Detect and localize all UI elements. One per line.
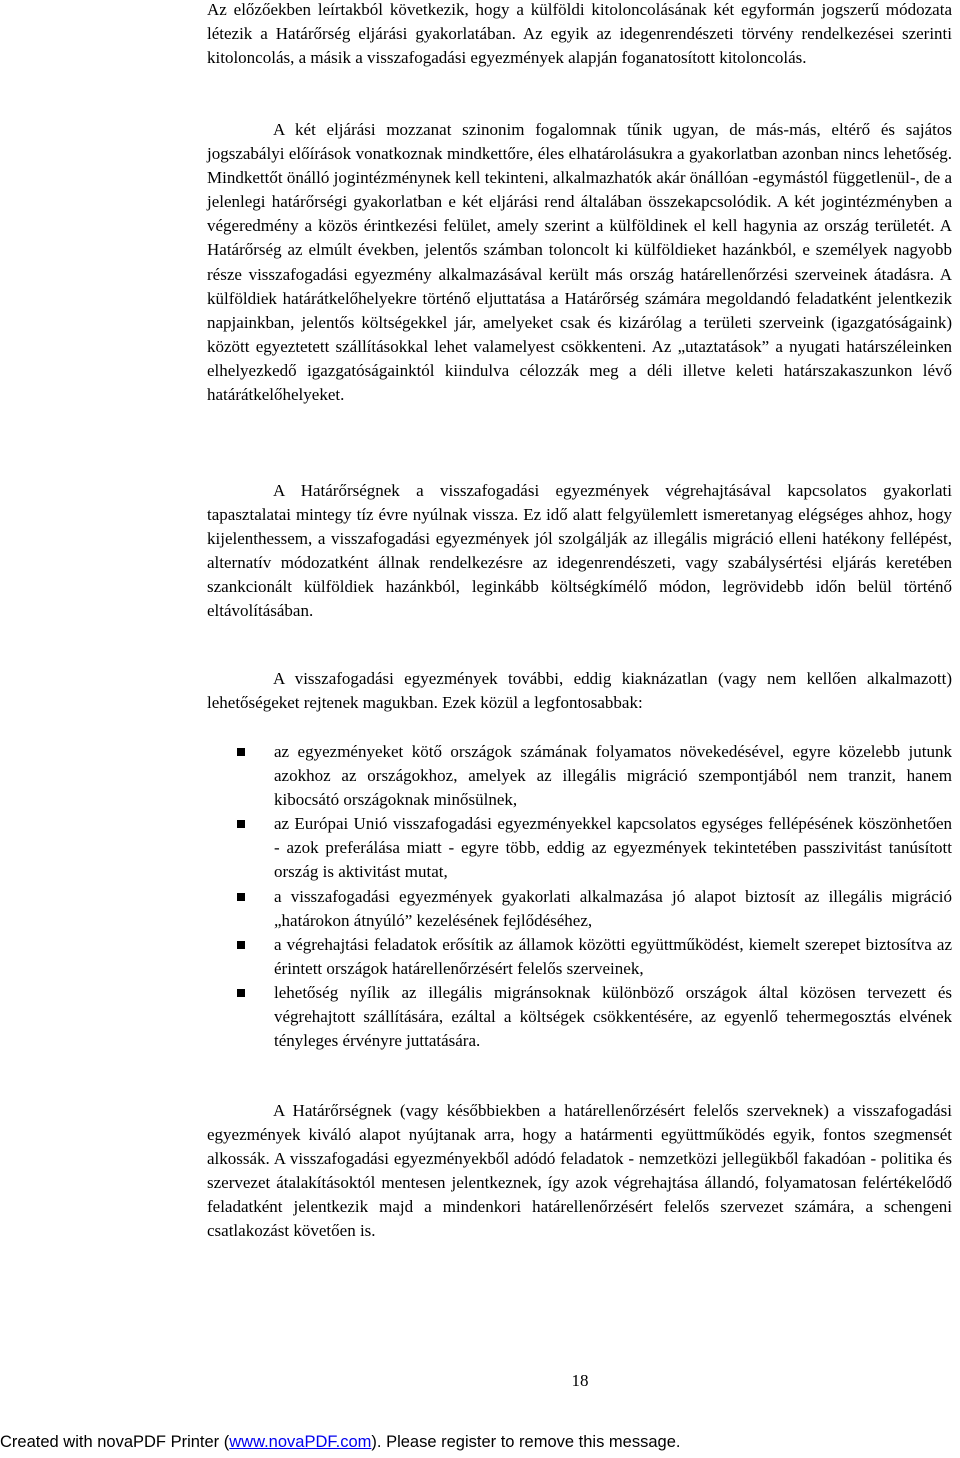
list-item-text: az egyezményeket kötő országok számának folyamatos növekedésével, egyre közelebb jutunk azokhoz az országokhoz, amelyek az illegális migráció szempontjából nem tranzit, hanem kibocsátó országoknak minősülnek, <box>274 742 952 810</box>
list-item-text: az Európai Unió visszafogadási egyezményekkel kapcsolatos egységes fellépésének köszönhetően - azok preferálása miatt - egyre több, eddig az egyezmények tekintetében passzivitást tanúsított ország is aktivitást mutat, <box>274 814 952 882</box>
list-item <box>207 740 952 812</box>
bullet-list <box>207 740 952 1053</box>
paragraph: Az előzőekben leírtakból következik, hogy a külföldi kitoloncolásának két egyformán jogszerű módozata létezik a Határőrség eljárási gyakorlatában. Az egyik az idegenrendészeti törvény rendelkezései szerinti kitoloncolás, a másik a visszafogadási egyezmények alapján foganatosított kitoloncolás. <box>207 0 952 68</box>
footer-suffix: ). Please register to remove this message. <box>371 1433 681 1451</box>
list-item <box>207 885 952 933</box>
square-bullet-icon <box>237 820 245 828</box>
list-item-text: a visszafogadási egyezmények gyakorlati alkalmazása jó alapot biztosít az illegális migráció „határokon átnyúló” kezelésének fejlődéséhez, <box>274 886 952 930</box>
list-item <box>207 933 952 981</box>
square-bullet-icon <box>237 748 245 756</box>
paragraph: A Határőrségnek (vagy későbbiekben a határellenőrzésért felelős szerveknek) a visszafogadási egyezmények kiváló alapot nyújtanak arra, hogy a határmenti együttműködés egyik, fontos szegmensét alkossák. A visszafogadási egyezményekből adódó feladatok - nemzetközi jellegükből fakadóan - politika és szervezet átalakításoktól mentesen jelentkeznek, így azok végrehajtása állandó, folyamatosan felértékelődő feladatként jelentkezik majd a mindenkori határellenőrzésért felelős szervezet számára, a schengeni csatlakozást követően is. <box>207 1101 952 1241</box>
paragraph: A két eljárási mozzanat szinonim fogalomnak tűnik ugyan, de más-más, eltérő és sajátos jogszabályi előírások vonatkoznak mindkettőre, éles elhatárolásukra a gyakorlatban azonban nincs lehetőség. Mindkettőt önálló jogintézménynek kell tekinteni, alkalmazhatók akár önállóan -egymástól függetlenül-, de a jelenlegi határőrségi gyakorlatban e két eljárási rend általában összekapcsolódik. A két jogintézményben a végeredmény a közös érintkezési felület, amely szerint a külföldinek el kell hagynia az ország területét. A Határőrség az elmúlt években, jelentős számban toloncolt ki külföldieket hazánkból, e személyek nagyobb része visszafogadási egyezmény alkalmazásával került más ország határellenőrzési szerveinek átadásra. A külföldiek határátkelőhelyekre történő eljuttatása a Határőrség számára megoldandó feladatként jelentkezik napjainkban, jelentős költségekkel jár, amelyeket csak és kizárólag a területi szerveink (igazgatóságaink) között egyeztetett szállításokkal lehet valamelyest csökkenteni. Az „utaztatások” a nyugati határszéleinken elhelyezkedő igazgatóságainktól kiindulva célozzák meg a déli illetve keleti határszakaszunkon lévő határátkelőhelyeket. <box>207 120 952 405</box>
paragraph: A visszafogadási egyezmények további, eddig kiaknázatlan (vagy nem kellően alkalmazott) lehetőségeket rejtenek magukban. Ezek közül a legfontosabbak: <box>207 669 952 713</box>
footer-prefix: Created with novaPDF Printer ( <box>0 1433 230 1451</box>
paragraph: A Határőrségnek a visszafogadási egyezmények végrehajtásával kapcsolatos gyakorlati tapasztalatai mintegy tíz évre nyúlnak vissza. Ez idő alatt felgyülemlett ismeretanyag elégséges ahhoz, hogy kijelenthessem, a visszafogadási egyezmények jól szolgálják az illegális migráció elleni hatékony fellépést, alternatív módozatként állnak rendelkezésre az idegenrendészeti, vagy szabálysértési eljárás keretében szankcionált külföldiek hazánkból, leginkább költségkímélő módon, legrövidebb időn belül történő eltávolításában. <box>207 481 952 621</box>
list-item <box>207 812 952 884</box>
watermark-footer <box>0 1432 960 1452</box>
list-item-text: a végrehajtási feladatok erősítik az államok közötti együttműködést, kiemelt szerepet biztosítva az érintett országok határellenőrzésért felelős szerveinek, <box>274 934 952 978</box>
square-bullet-icon <box>237 893 245 901</box>
list-item-text: lehetőség nyílik az illegális migránsoknak különböző országok által közösen tervezett és végrehajtott szállítására, ezáltal a költségek csökkentésére, az egyenlő tehermegosztás elvének tényleges érvényre juttatására. <box>274 982 952 1051</box>
square-bullet-icon <box>237 989 245 997</box>
novapdf-link[interactable]: www.novaPDF.com <box>229 1433 372 1451</box>
page-number: 18 <box>571 1371 589 1390</box>
square-bullet-icon <box>237 941 245 949</box>
list-item <box>207 981 952 1053</box>
